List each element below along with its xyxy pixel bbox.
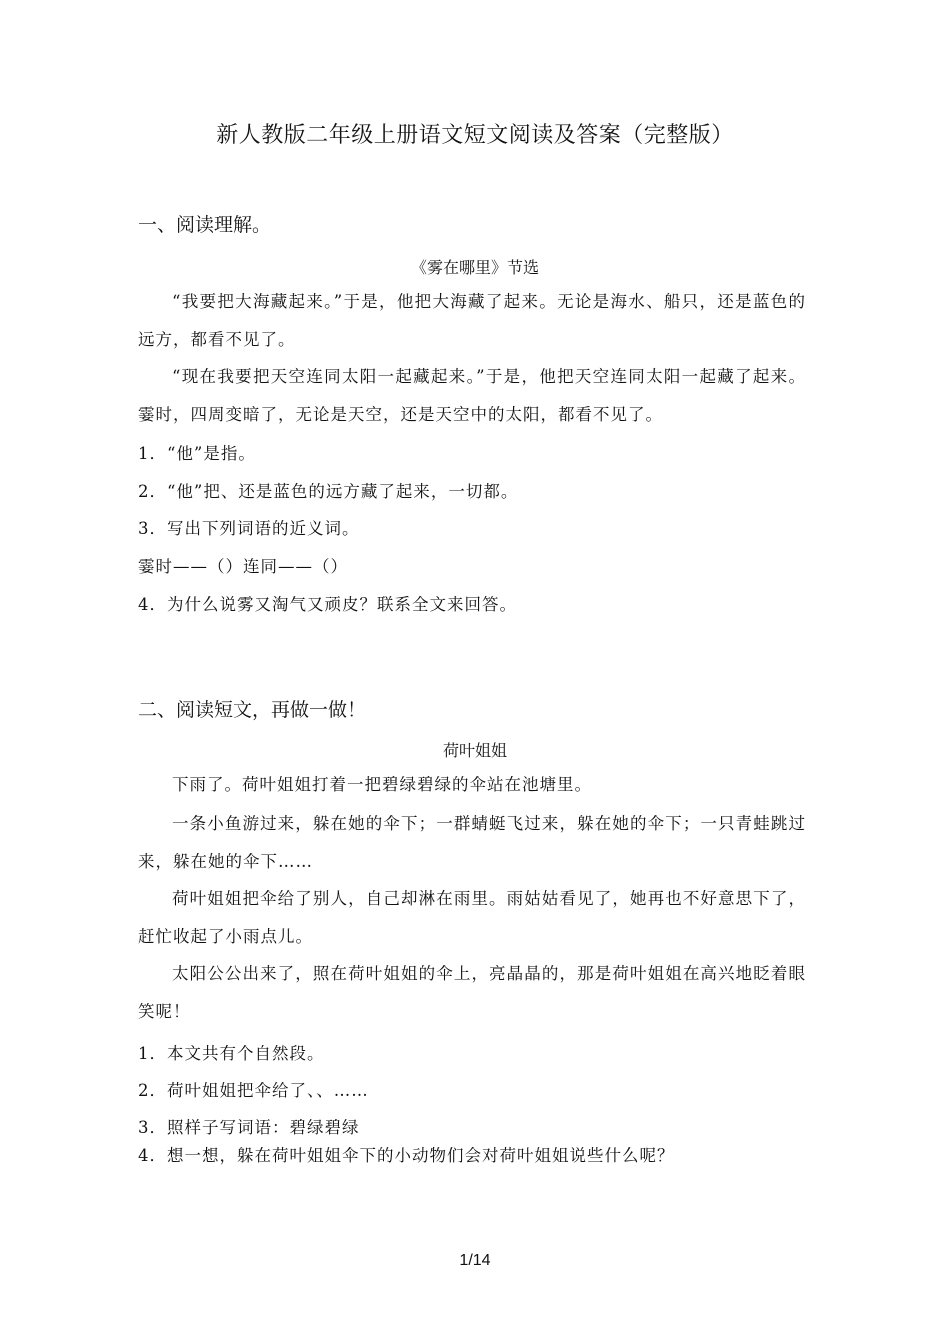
section1-question-3: 3．写出下列词语的近义词。 — [138, 519, 360, 538]
section2-paragraph-4: 太阳公公出来了，照在荷叶姐姐的伞上，亮晶晶的，那是荷叶姐姐在高兴地眨着眼笑呢！ — [138, 964, 806, 1021]
section2-question-4: 4．想一想，躲在荷叶姐姐伞下的小动物们会对荷叶姐姐说些什么呢？ — [138, 1146, 675, 1165]
section2-subtitle: 荷叶姐姐 — [442, 741, 507, 760]
section1-question-2: 2．“他”把、还是蓝色的远方藏了起来，一切都。 — [138, 482, 519, 501]
page-number: 1/14 — [459, 1252, 491, 1269]
section1-paragraph-1: “我要把大海藏起来。”于是，他把大海藏了起来。无论是海水、船只，还是蓝色的远方，都看不见了。 — [138, 292, 806, 349]
document-title: 新人教版二年级上册语文短文阅读及答案（完整版） — [216, 123, 734, 148]
section2-paragraph-1: 下雨了。荷叶姐姐打着一把碧绿碧绿的伞站在池塘里。 — [172, 775, 592, 794]
section2-heading: 二、阅读短文，再做一做！ — [138, 699, 367, 721]
section1-synonym-line: 霎时——（）连同——（） — [138, 557, 348, 576]
section1-question-1: 1．“他”是指。 — [138, 444, 256, 463]
section2-question-3: 3．照样子写词语：碧绿碧绿 — [138, 1118, 360, 1137]
section1-question-4: 4．为什么说雾又淘气又顽皮？联系全文来回答。 — [138, 595, 517, 614]
section2-question-1: 1．本文共有个自然段。 — [138, 1044, 325, 1063]
section2-paragraph-2: 一条小鱼游过来，躲在她的伞下；一群蜻蜓飞过来，躲在她的伞下；一只青蛙跳过来，躲在她的伞下…… — [138, 814, 806, 871]
section1-subtitle: 《雾在哪里》节选 — [410, 258, 539, 277]
section2-paragraph-3: 荷叶姐姐把伞给了别人，自己却淋在雨里。雨姑姑看见了，她再也不好意思下了，赶忙收起了小雨点儿。 — [138, 889, 806, 946]
section2-question-2: 2．荷叶姐姐把伞给了、、…… — [138, 1081, 369, 1100]
section1-heading: 一、阅读理解。 — [138, 214, 272, 236]
section1-paragraph-2: “现在我要把天空连同太阳一起藏起来。”于是，他把天空连同太阳一起藏了起来。霎时，四周变暗了，无论是天空，还是天空中的太阳，都看不见了。 — [138, 367, 806, 424]
